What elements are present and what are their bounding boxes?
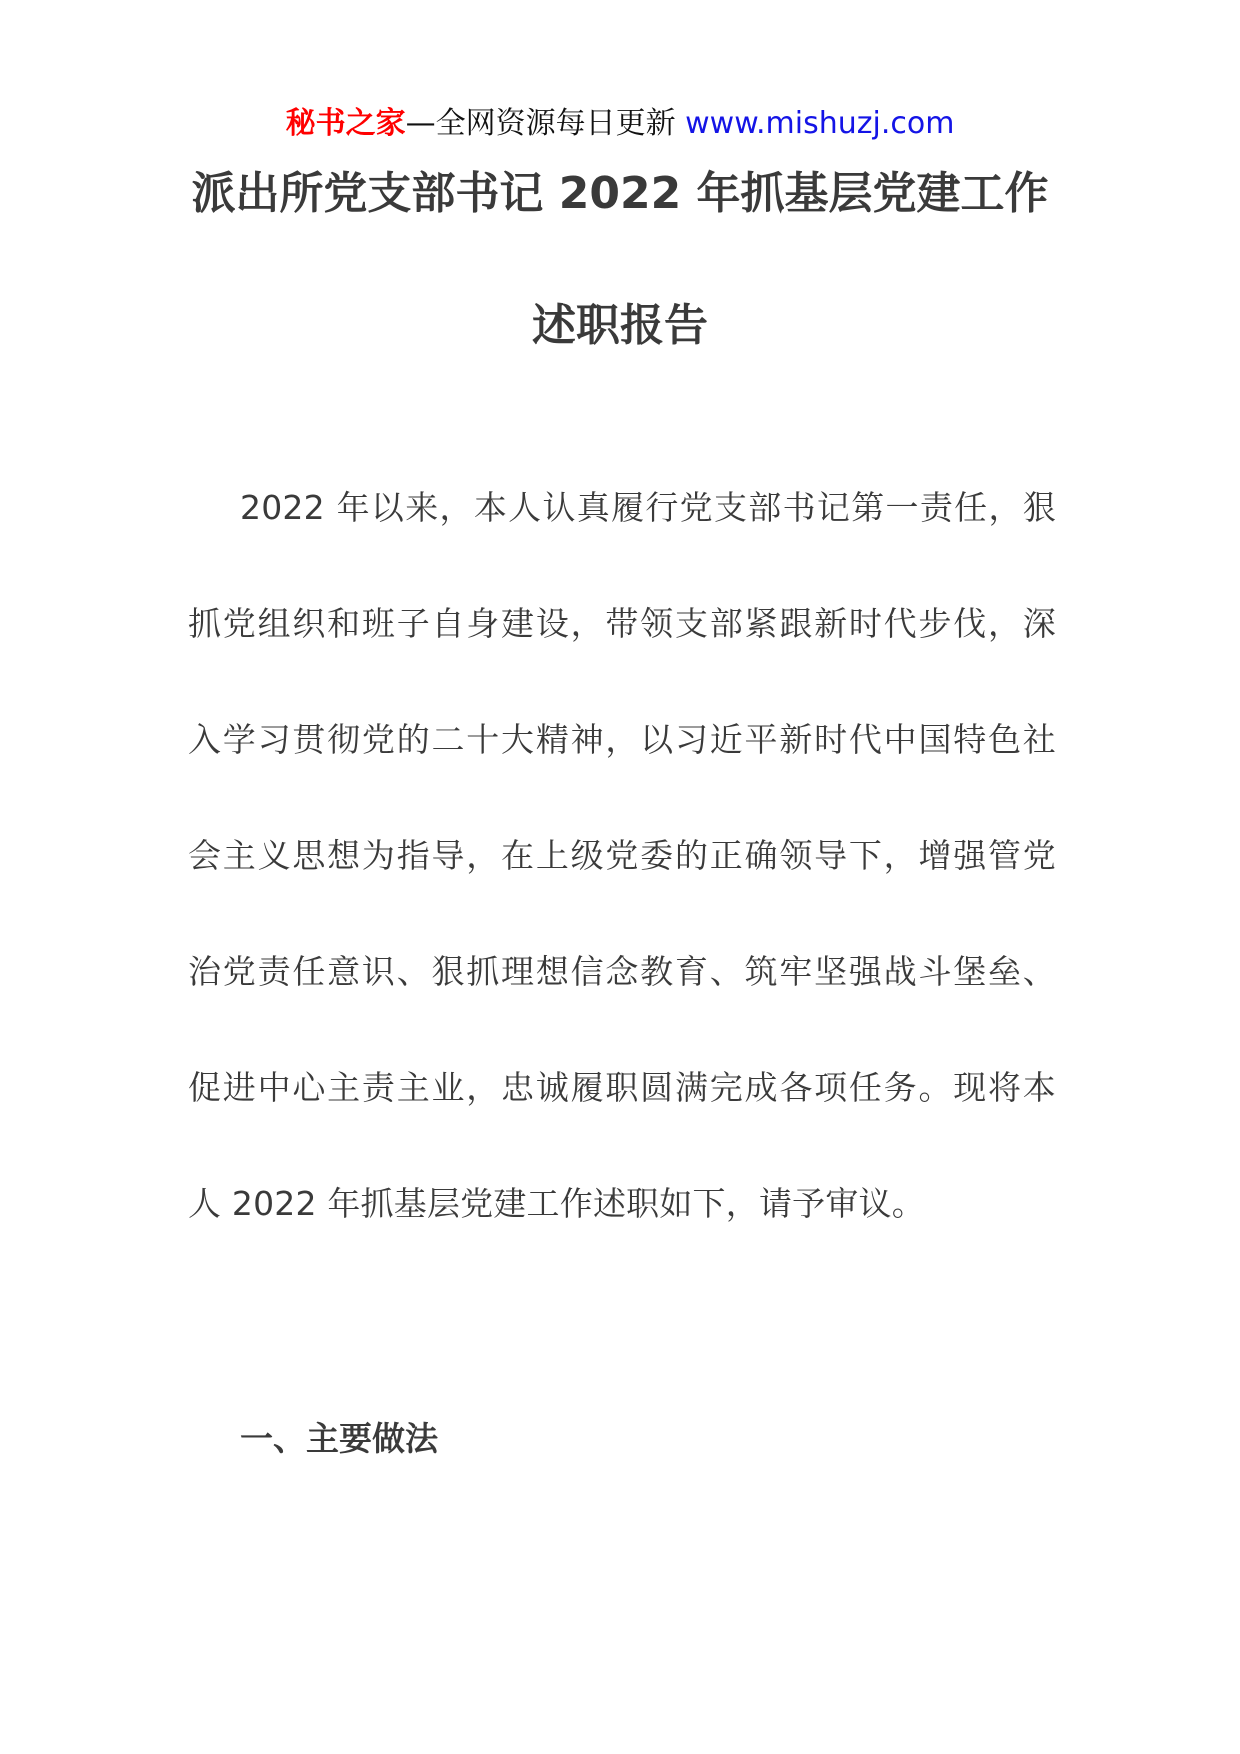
brand-name: 秘书之家 <box>285 106 406 141</box>
paragraph-line: 2022 年以来，本人认真履行党支部书记第一责任，狠 <box>240 488 1056 527</box>
paragraph-line: 治党责任意识、狠抓理想信念教育、筑牢坚强战斗堡垒、 <box>188 952 1056 991</box>
paragraph-line: 会主义思想为指导，在上级党委的正确领导下，增强管党 <box>188 836 1056 875</box>
document-title-line-2: 述职报告 <box>532 300 708 351</box>
site-header <box>0 100 1240 148</box>
document-title-line-1: 派出所党支部书记 2022 年抓基层党建工作 <box>191 168 1049 219</box>
paragraph-line: 人 2022 年抓基层党建工作述职如下，请予审议。 <box>188 1184 925 1223</box>
section-heading: 一、主要做法 <box>240 1419 438 1458</box>
paragraph-line: 入学习贯彻党的二十大精神，以习近平新时代中国特色社 <box>188 720 1056 759</box>
paragraph-line: 促进中心主责主业，忠诚履职圆满完成各项任务。现将本 <box>188 1068 1056 1107</box>
paragraph-line: 抓党组织和班子自身建设，带领支部紧跟新时代步伐，深 <box>188 604 1056 643</box>
header-tagline: —全网资源每日更新 <box>405 106 676 141</box>
site-url-link[interactable]: www.mishuzj.com <box>685 106 955 141</box>
